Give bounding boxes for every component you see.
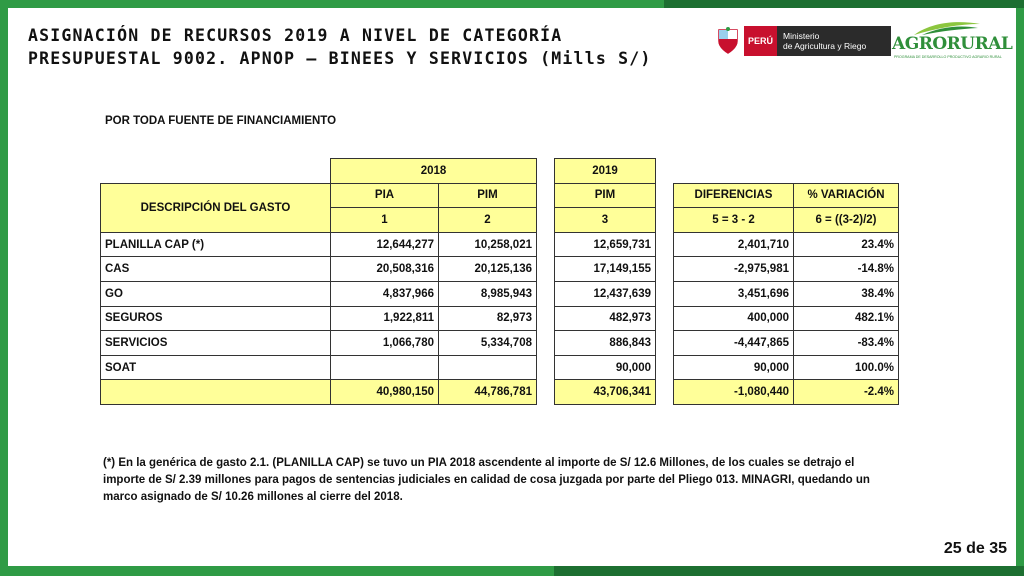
col-num-2: 2	[439, 208, 537, 233]
row-diferencia: -4,447,865	[674, 331, 794, 356]
row-diferencia: 3,451,696	[674, 281, 794, 306]
year-2018-header: 2018	[331, 159, 537, 184]
peru-label: PERÚ	[744, 26, 777, 56]
pim-2019-header: PIM	[555, 183, 656, 208]
diferencias-header: DIFERENCIAS	[674, 183, 794, 208]
agrorural-logo	[892, 20, 1013, 64]
agrorural-name: AGRORURAL	[892, 34, 1013, 54]
row-variacion: -83.4%	[794, 331, 899, 356]
col-num-1: 1	[331, 208, 439, 233]
peru-shield-icon	[716, 27, 740, 55]
row-desc: PLANILLA CAP (*)	[101, 232, 331, 257]
col-num-6: 6 = ((3-2)/2)	[794, 208, 899, 233]
row-diferencia: 2,401,710	[674, 232, 794, 257]
row-pia: 4,837,966	[331, 281, 439, 306]
row-pia: 12,644,277	[331, 232, 439, 257]
row-pia: 1,922,811	[331, 306, 439, 331]
ministry-logo	[716, 26, 891, 56]
year-2019-header: 2019	[555, 159, 656, 184]
row-pim-2018: 8,985,943	[439, 281, 537, 306]
row-pim-2019: 886,843	[555, 331, 656, 356]
year-header-row	[101, 159, 899, 184]
ministry-line1: Ministerio	[783, 31, 820, 41]
table-row	[101, 232, 899, 257]
pia-header: PIA	[331, 183, 439, 208]
row-pim-2019: 482,973	[555, 306, 656, 331]
desc-header: DESCRIPCIÓN DEL GASTO	[101, 183, 331, 232]
row-variacion: -14.8%	[794, 257, 899, 282]
row-diferencia: 400,000	[674, 306, 794, 331]
row-pim-2018: 5,334,708	[439, 331, 537, 356]
total-diferencia: -1,080,440	[674, 380, 794, 405]
table-row	[101, 331, 899, 356]
table-row	[101, 257, 899, 282]
table-row	[101, 355, 899, 380]
total-pim-2019: 43,706,341	[555, 380, 656, 405]
table-row	[101, 306, 899, 331]
row-pim-2019: 12,659,731	[555, 232, 656, 257]
row-pim-2019: 12,437,639	[555, 281, 656, 306]
row-pim-2018	[439, 355, 537, 380]
bottom-accent	[554, 566, 1024, 576]
ministry-line2: de Agricultura y Riego	[783, 41, 867, 51]
slide-title: ASIGNACIÓN DE RECURSOS 2019 A NIVEL DE CATEGORÍA PRESUPUESTAL 9002. APNOP – BINEES Y SERVICIOS (Mills S/)	[28, 26, 652, 68]
footnote: (*) En la genérica de gasto 2.1. (PLANILLA CAP) se tuvo un PIA 2018 ascendente al importe de S/ 12.6 Millones, de los cuales se detrajo el importe de S/ 2.39 millones para pagos de sentencias judiciales en calidad de cosa juzgada por parte del Pliego 013. MINAGRI, quedando un marco asignado de S/ 10.26 millones al cierre del 2018.	[103, 457, 870, 503]
row-desc: CAS	[101, 257, 331, 282]
col-num-3: 3	[555, 208, 656, 233]
row-pia: 1,066,780	[331, 331, 439, 356]
row-pim-2018: 10,258,021	[439, 232, 537, 257]
table-row	[101, 281, 899, 306]
pim-2018-header: PIM	[439, 183, 537, 208]
bottom-bar	[0, 566, 1024, 576]
row-desc: GO	[101, 281, 331, 306]
variacion-header: % VARIACIÓN	[794, 183, 899, 208]
row-pim-2018: 20,125,136	[439, 257, 537, 282]
row-desc: SOAT	[101, 355, 331, 380]
row-pim-2019: 17,149,155	[555, 257, 656, 282]
agrorural-tagline: PROGRAMA DE DESARROLLO PRODUCTIVO AGRARIO RURAL	[894, 55, 1002, 59]
column-header-row	[101, 183, 899, 208]
total-row	[101, 380, 899, 405]
page-number: 25 de 35	[943, 540, 1007, 557]
row-pim-2018: 82,973	[439, 306, 537, 331]
row-desc: SERVICIOS	[101, 331, 331, 356]
funding-subtitle: POR TODA FUENTE DE FINANCIAMIENTO	[105, 115, 337, 127]
total-pia: 40,980,150	[331, 380, 439, 405]
row-variacion: 482.1%	[794, 306, 899, 331]
row-diferencia: -2,975,981	[674, 257, 794, 282]
total-desc	[101, 380, 331, 405]
budget-table	[100, 158, 899, 405]
row-variacion: 23.4%	[794, 232, 899, 257]
row-pia	[331, 355, 439, 380]
ministry-name	[777, 26, 891, 56]
row-variacion: 38.4%	[794, 281, 899, 306]
row-desc: SEGUROS	[101, 306, 331, 331]
total-variacion: -2.4%	[794, 380, 899, 405]
top-accent-bar	[664, 0, 1024, 8]
row-variacion: 100.0%	[794, 355, 899, 380]
total-pim-2018: 44,786,781	[439, 380, 537, 405]
row-diferencia: 90,000	[674, 355, 794, 380]
col-num-5: 5 = 3 - 2	[674, 208, 794, 233]
row-pia: 20,508,316	[331, 257, 439, 282]
row-pim-2019: 90,000	[555, 355, 656, 380]
